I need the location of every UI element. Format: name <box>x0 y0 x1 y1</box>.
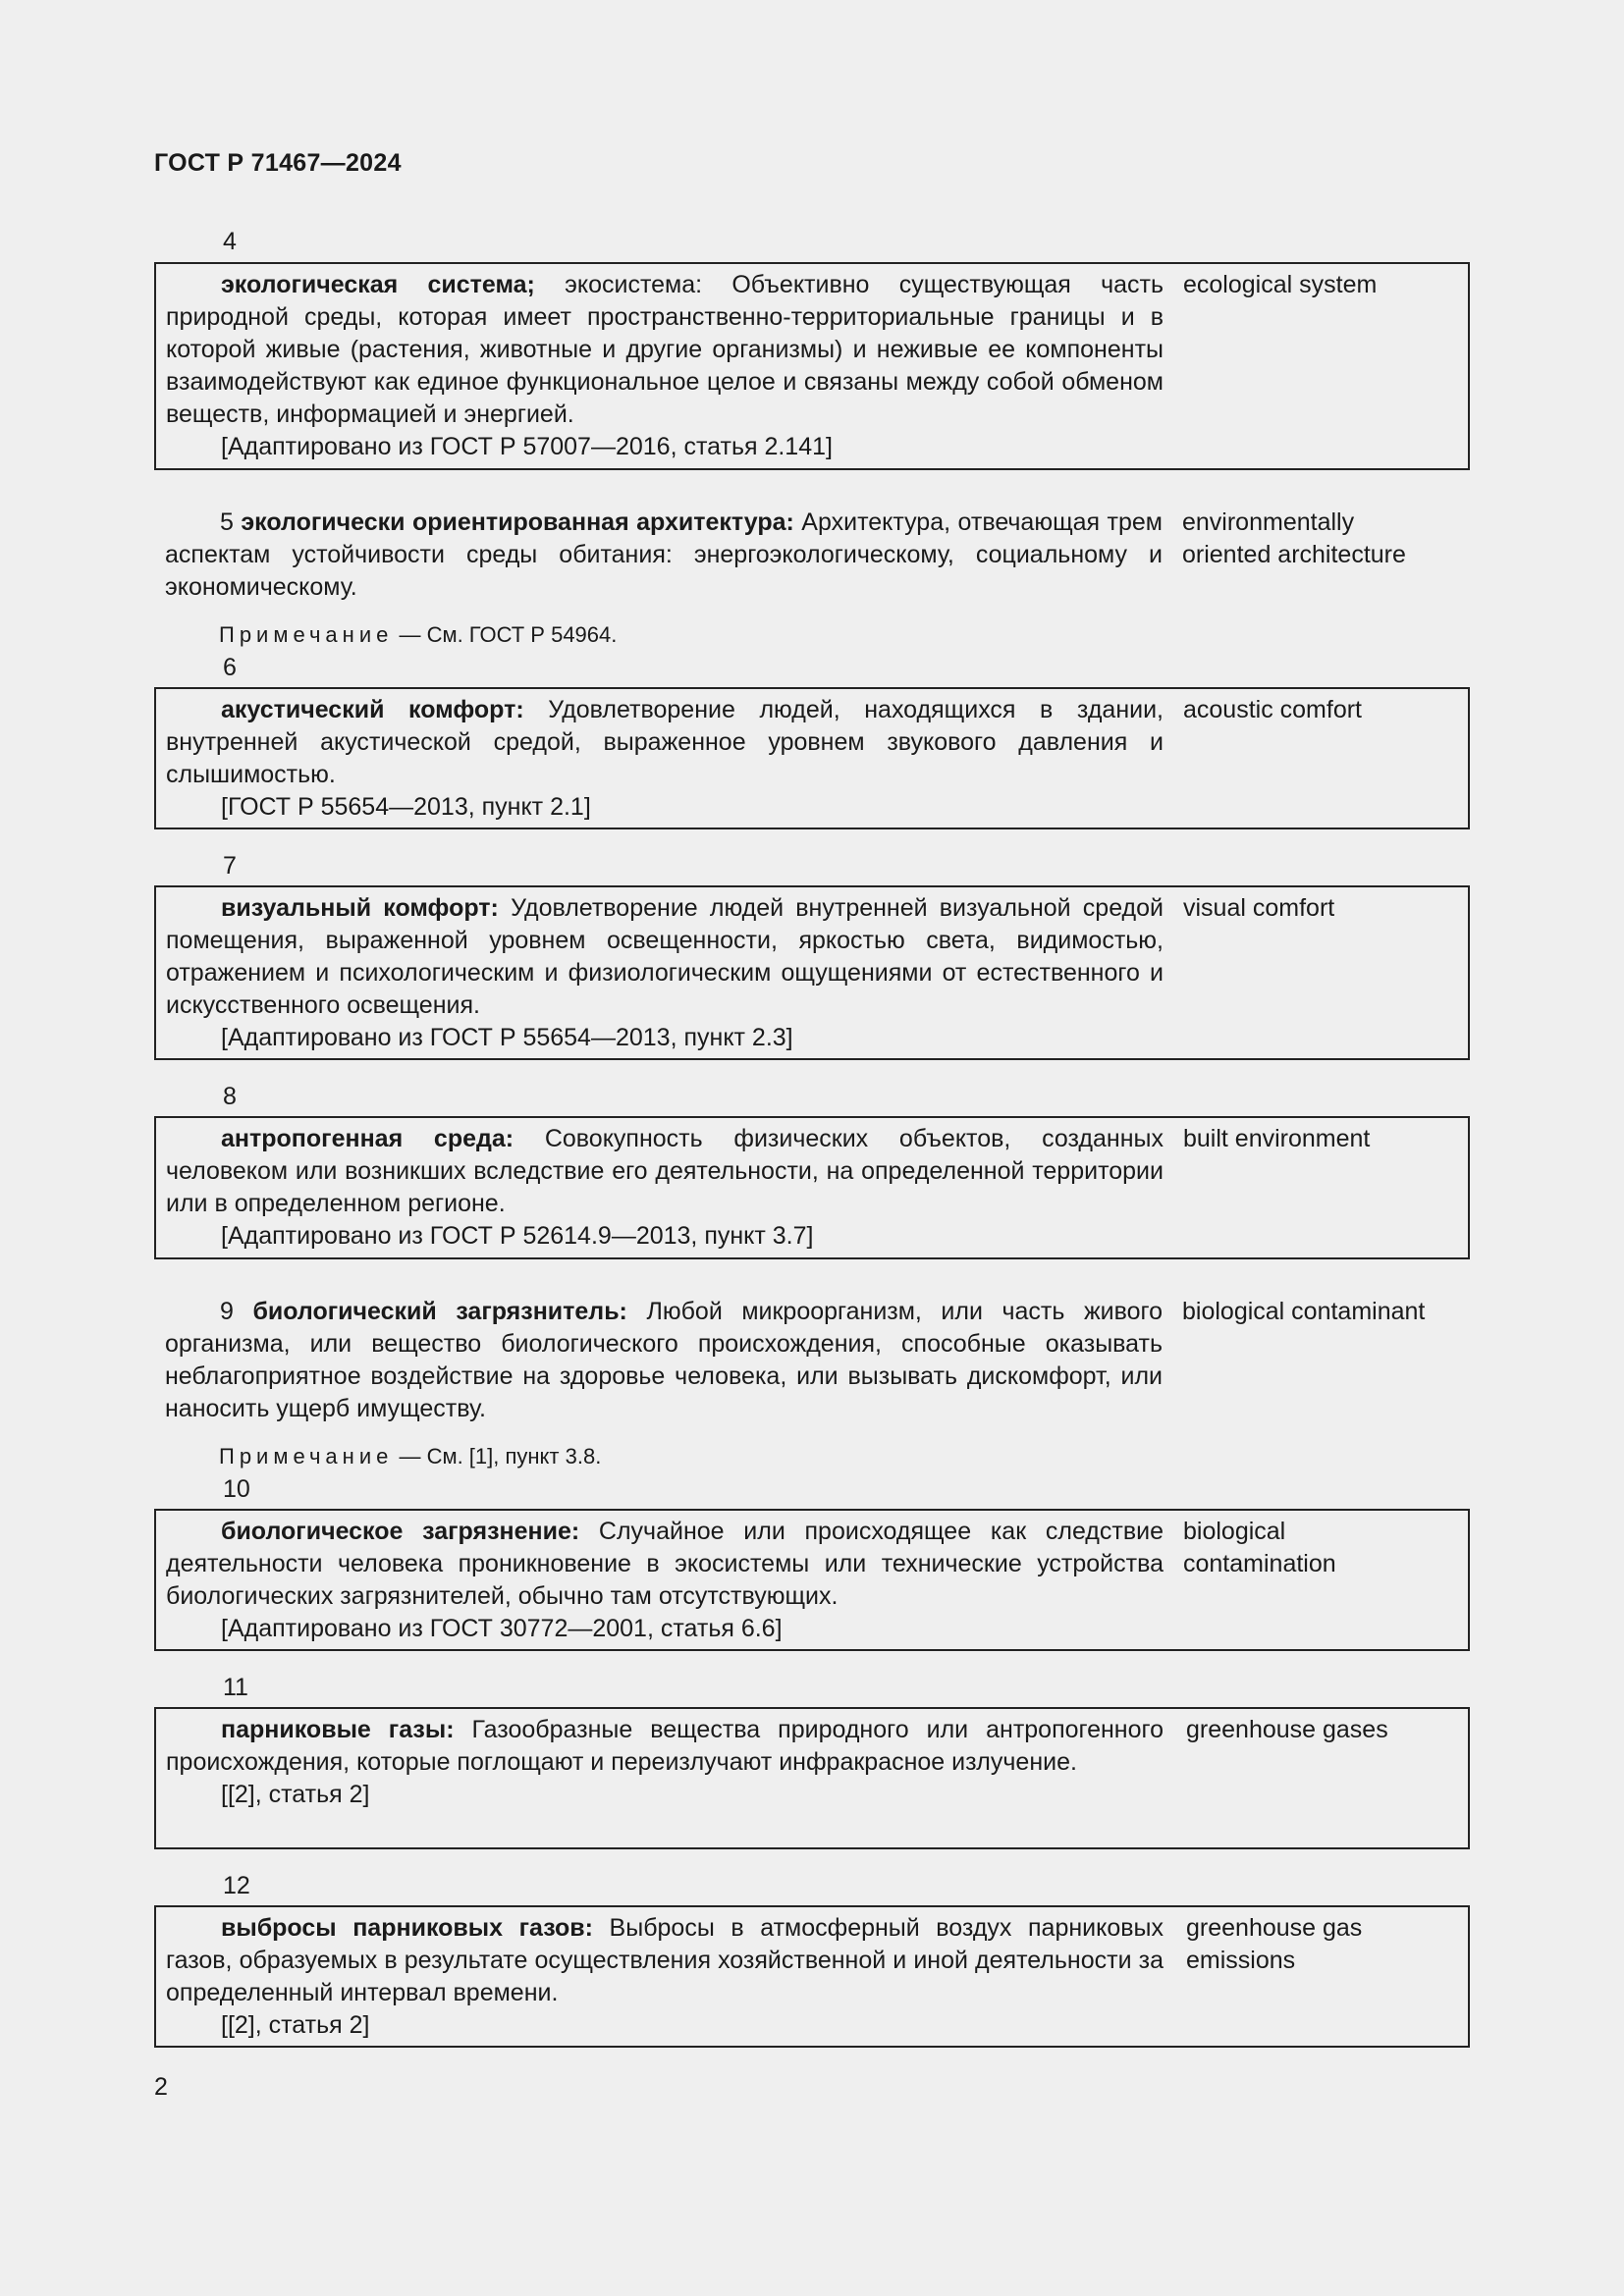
entry-number: 7 <box>223 852 237 880</box>
term-definition: Архитектура, отвечающая трем аспектам устойчивости среды обитания: энергоэкологическому, социальному и экономическому. <box>165 508 1163 601</box>
term-definition: Удовлетворение людей, находящихся в здании, внутренней акустической средой, выраженное уровнем звукового давления и слышимостью. <box>166 696 1164 788</box>
english-term: environmentally oriented architecture <box>1182 508 1406 568</box>
entry-number: 10 <box>223 1475 250 1503</box>
entry-number: 12 <box>223 1872 250 1899</box>
entry-number: 5 <box>220 508 234 536</box>
term-source: [Адаптировано из ГОСТ 30772—2001, статья 6.6] <box>221 1615 783 1642</box>
term-text <box>165 507 1163 604</box>
term-name: акустический комфорт: <box>221 696 524 723</box>
term-source: [[2], статья 2] <box>221 1781 370 1808</box>
term-source: [Адаптировано из ГОСТ Р 57007—2016, статья 2.141] <box>221 433 833 460</box>
term-box <box>154 687 1470 829</box>
english-term: biological contaminant <box>1182 1298 1426 1325</box>
document-header: ГОСТ Р 71467—2024 <box>154 149 402 177</box>
term-text <box>166 1123 1164 1253</box>
page-number: 2 <box>154 2073 168 2101</box>
english-term: greenhouse gases <box>1186 1716 1388 1743</box>
note-text: — См. ГОСТ Р 54964. <box>393 622 618 647</box>
term-text <box>166 1912 1164 2042</box>
term-name: выбросы парниковых газов: <box>221 1914 593 1942</box>
term-box <box>154 1905 1470 2048</box>
english-term: greenhouse gas emissions <box>1186 1914 1363 1974</box>
note <box>219 1444 601 1469</box>
entry-number: 9 <box>220 1298 234 1325</box>
term-text <box>166 1714 1164 1811</box>
entry-number: 11 <box>223 1674 248 1701</box>
english-term: built environment <box>1183 1125 1371 1152</box>
term-definition: Удовлетворение людей внутренней визуальной средой помещения, выраженной уровнем освещенности, яркостью света, видимостью, отражением и психологическим и физиологическим ощущениями от естественного и искусственного освещения. <box>166 894 1164 1019</box>
term-text <box>166 694 1164 824</box>
term-name: визуальный комфорт: <box>221 894 499 922</box>
term-name: биологический загрязнитель: <box>252 1298 627 1325</box>
note <box>219 622 617 648</box>
term-definition: Совокупность физических объектов, созданных человеком или возникших вследствие его деятельности, на определенной территории или в определенном регионе. <box>166 1125 1164 1217</box>
english-term: visual comfort <box>1183 894 1335 922</box>
term-definition: Выбросы в атмосферный воздух парниковых газов, образуемых в результате осуществления хозяйственной и иной деятельности за определенный интервал времени. <box>166 1914 1164 2006</box>
term-definition: Любой микроорганизм, или часть живого организма, или вещество биологического происхождения, способные оказывать неблагоприятное воздействие на здоровье человека, или вызывать дискомфорт, или наносить ущерб имуществу. <box>165 1298 1164 1422</box>
term-text <box>165 1296 1163 1425</box>
term-box <box>154 262 1470 470</box>
english-term: ecological system <box>1183 271 1378 298</box>
term-name: биологическое загрязнение: <box>221 1518 580 1545</box>
entry-number: 6 <box>223 654 237 681</box>
term-text <box>166 1516 1164 1645</box>
term-name: экологически ориентированная архитектура: <box>241 508 794 536</box>
term-box <box>154 885 1470 1060</box>
term-box <box>154 1116 1470 1259</box>
english-term: biological contamination <box>1183 1518 1336 1577</box>
term-name: парниковые газы: <box>221 1716 455 1743</box>
term-source: [Адаптировано из ГОСТ Р 55654—2013, пункт 2.3] <box>221 1024 793 1051</box>
term-box <box>154 1707 1470 1849</box>
entry-number: 4 <box>223 228 237 255</box>
term-definition: экосистема: Объективно существующая часть природной среды, которая имеет пространственно-территориальные границы и в которой живые (растения, животные и другие организмы) и неживые ее компоненты взаимодействуют как единое функциональное целое и связаны между собой обменом веществ, информацией и энергией. <box>166 271 1164 428</box>
term-source: [[2], статья 2] <box>221 2011 370 2039</box>
note-label: Примечание <box>219 1444 394 1468</box>
term-source: [Адаптировано из ГОСТ Р 52614.9—2013, пункт 3.7] <box>221 1222 814 1250</box>
entry-number: 8 <box>223 1083 237 1110</box>
term-name: антропогенная среда: <box>221 1125 514 1152</box>
term-definition: Случайное или происходящее как следствие деятельности человека проникновение в экосистемы или технические устройства биологических загрязнителей, обычно там отсутствующих. <box>166 1518 1164 1610</box>
note-text: — См. [1], пункт 3.8. <box>393 1444 602 1468</box>
term-name: экологическая система; <box>221 271 535 298</box>
term-definition: Газообразные вещества природного или антропогенного происхождения, которые поглощают и переизлучают инфракрасное излучение. <box>166 1716 1164 1776</box>
english-term: acoustic comfort <box>1183 696 1363 723</box>
term-text <box>166 892 1164 1054</box>
note-label: Примечание <box>219 622 394 647</box>
term-box <box>154 1509 1470 1651</box>
term-text <box>166 269 1164 463</box>
term-source: [ГОСТ Р 55654—2013, пункт 2.1] <box>221 793 591 821</box>
